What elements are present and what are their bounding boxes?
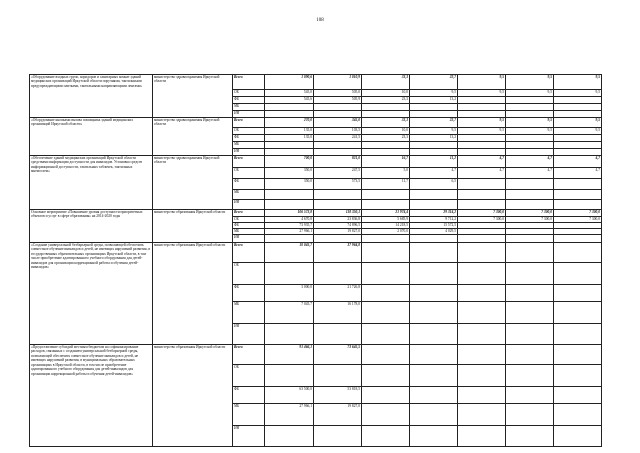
amount-cell xyxy=(554,387,602,404)
executor-cell: министерство здравоохранения Иркутской области xyxy=(153,156,233,210)
funding-source-label: ФБ xyxy=(233,97,265,104)
amount-cell xyxy=(362,426,410,447)
amount-cell: 350,0 xyxy=(265,179,314,190)
amount-cell: 4 670,8 xyxy=(265,217,314,223)
amount-cell xyxy=(458,426,506,447)
amount-cell: 7 300,0 xyxy=(554,217,602,223)
amount-cell xyxy=(506,345,554,365)
amount-cell: 9 712,2 xyxy=(410,217,458,223)
amount-cell xyxy=(314,263,362,285)
funding-source-label: ОБ xyxy=(233,365,265,387)
amount-cell: 5,0 xyxy=(362,168,410,179)
amount-cell xyxy=(265,200,314,210)
table-row xyxy=(30,243,602,263)
amount-cell xyxy=(458,285,506,302)
funding-source-label: МБ xyxy=(233,302,265,324)
amount-cell xyxy=(506,97,554,104)
amount-cell: 4,7 xyxy=(458,168,506,179)
amount-cell: 3 000,0 xyxy=(265,285,314,302)
executor-cell: министерство здравоохранения Иркутской области xyxy=(153,75,233,118)
funding-source-label: ФБ xyxy=(233,387,265,404)
amount-cell xyxy=(265,111,314,118)
amount-cell xyxy=(410,365,458,387)
funding-source-label: Всего xyxy=(233,243,265,263)
amount-cell xyxy=(410,190,458,200)
amount-cell xyxy=(554,104,602,111)
amount-cell: 1 010,9 xyxy=(314,75,362,90)
amount-cell: 4 029,5 xyxy=(410,229,458,235)
amount-cell xyxy=(410,404,458,426)
amount-cell: 22,7 xyxy=(410,75,458,90)
amount-cell xyxy=(554,426,602,447)
amount-cell xyxy=(314,190,362,200)
amount-cell xyxy=(362,104,410,111)
amount-cell xyxy=(554,365,602,387)
amount-cell xyxy=(458,302,506,324)
amount-cell: 7 300,0 xyxy=(554,210,602,217)
amount-cell: 9,5 xyxy=(458,75,506,90)
amount-cell xyxy=(410,345,458,365)
amount-cell: 13,2 xyxy=(410,97,458,104)
amount-cell: 53 818,5 xyxy=(314,387,362,404)
table-row xyxy=(30,210,602,217)
measure-description: «Обеспечение зданий медицинских организаций Иркутской области средствами информации доступности для инвалидов. Установка средств информационной доступности, тактильных табличек, тактильных мнемосхем» xyxy=(30,156,153,210)
funding-source-label: ОБ xyxy=(233,168,265,179)
amount-cell xyxy=(554,285,602,302)
amount-cell xyxy=(410,200,458,210)
amount-cell xyxy=(554,235,602,243)
amount-cell: 9,5 xyxy=(410,90,458,97)
amount-cell xyxy=(410,235,458,243)
amount-cell xyxy=(506,190,554,200)
amount-cell xyxy=(410,243,458,263)
budget-table xyxy=(29,74,602,447)
amount-cell xyxy=(314,142,362,149)
amount-cell: 106 573,8 xyxy=(265,210,314,217)
amount-cell: 135,0 xyxy=(265,135,314,142)
amount-cell xyxy=(554,243,602,263)
table-row xyxy=(30,75,602,90)
amount-cell xyxy=(265,142,314,149)
amount-cell: 19 827,0 xyxy=(314,404,362,426)
amount-cell xyxy=(458,135,506,142)
amount-cell: 505,0 xyxy=(314,90,362,97)
amount-cell xyxy=(506,149,554,156)
amount-cell: 821,0 xyxy=(314,156,362,168)
funding-source-label: МБ xyxy=(233,190,265,200)
amount-cell: 13,2 xyxy=(410,135,458,142)
amount-cell: 9,5 xyxy=(506,90,554,97)
amount-cell xyxy=(314,200,362,210)
amount-cell xyxy=(362,243,410,263)
funding-source-label: ОБ xyxy=(233,217,265,223)
amount-cell: 16,7 xyxy=(362,156,410,168)
amount-cell xyxy=(506,104,554,111)
amount-cell xyxy=(362,235,410,243)
measure-description: «Создание универсальной безбарьерной среды, позволяющей обеспечить совместное обучение инвалидов и детей, не имеющих нарушений развития, в государственных образовательных организациях Иркутской области, в том числе приобретение адаптированного учебного оборудования для детей-инвалидов для организации коррекционной работы и обучения детей-инвалидов» xyxy=(30,243,153,345)
amount-cell xyxy=(265,235,314,243)
amount-cell: 9,5 xyxy=(506,75,554,90)
amount-cell xyxy=(506,263,554,285)
table-row xyxy=(30,118,602,128)
amount-cell: 10 045,7 xyxy=(265,243,314,263)
amount-cell xyxy=(458,404,506,426)
funding-source-label: ИИ xyxy=(233,235,265,243)
amount-cell xyxy=(506,200,554,210)
amount-cell xyxy=(265,149,314,156)
funding-source-label: ИИ xyxy=(233,324,265,345)
amount-cell xyxy=(362,345,410,365)
amount-cell xyxy=(410,104,458,111)
amount-cell xyxy=(506,179,554,190)
amount-cell xyxy=(506,142,554,149)
funding-source-label: ОБ xyxy=(233,128,265,135)
amount-cell: 11,7 xyxy=(362,179,410,190)
amount-cell: 135,0 xyxy=(265,128,314,135)
amount-cell xyxy=(554,263,602,285)
amount-cell: 7 300,0 xyxy=(458,210,506,217)
amount-cell: 505,9 xyxy=(314,97,362,104)
amount-cell: 4,7 xyxy=(506,156,554,168)
amount-cell: 9,5 xyxy=(410,128,458,135)
amount-cell: 21 974,4 xyxy=(362,210,410,217)
funding-source-label: ИИ xyxy=(233,149,265,156)
table-row xyxy=(30,345,602,365)
amount-cell: 9,5 xyxy=(506,118,554,128)
funding-source-label: ФБ xyxy=(233,135,265,142)
amount-cell: 9,5 xyxy=(554,90,602,97)
amount-cell xyxy=(458,190,506,200)
funding-source-label: ОБ xyxy=(233,90,265,97)
amount-cell: 9,5 xyxy=(554,128,602,135)
amount-cell xyxy=(554,404,602,426)
amount-cell xyxy=(362,142,410,149)
measure-description: «Оборудование входных групп, коридоров и санитарных комнат зданий медицинских организаций Иркутской области поручнями, тактильными предупреждающими плитками, тактильными направляющими лентами» xyxy=(30,75,153,118)
amount-cell: 545,6 xyxy=(265,97,314,104)
amount-cell: 7 300,0 xyxy=(506,210,554,217)
amount-cell: 23,3 xyxy=(362,135,410,142)
amount-cell xyxy=(362,387,410,404)
amount-cell: 16 178,0 xyxy=(314,302,362,324)
amount-cell: 4,7 xyxy=(410,168,458,179)
amount-cell: 19 827,0 xyxy=(314,229,362,235)
amount-cell xyxy=(265,426,314,447)
amount-cell xyxy=(554,111,602,118)
funding-source-label: ИИ xyxy=(233,111,265,118)
funding-source-label: ИИ xyxy=(233,426,265,447)
amount-cell: 73 935,7 xyxy=(265,223,314,229)
amount-cell: 4,7 xyxy=(506,168,554,179)
amount-cell xyxy=(314,365,362,387)
amount-cell xyxy=(410,149,458,156)
amount-cell: 15 572,5 xyxy=(410,223,458,229)
funding-source-label: ФБ xyxy=(233,179,265,190)
amount-cell xyxy=(506,302,554,324)
amount-cell xyxy=(314,235,362,243)
amount-cell xyxy=(410,285,458,302)
amount-cell: 700,0 xyxy=(265,156,314,168)
amount-cell: 9,5 xyxy=(458,118,506,128)
funding-source-label: Всего xyxy=(233,345,265,365)
amount-cell xyxy=(314,111,362,118)
amount-cell: 7 300,0 xyxy=(458,217,506,223)
amount-cell xyxy=(506,426,554,447)
amount-cell xyxy=(506,235,554,243)
measure-description: «Предоставление субсидий местным бюджетам на софинансирование расходов, связанных с созданием универсальной безбарьерной среды, позволяющей обеспечить совместное обучение инвалидов и детей, не имеющих нарушений развития, в муниципальных образовательных организациях в Иркутской области, в том числе приобретение адаптированного учебного оборудования для детей-инвалидов для организации коррекционной работы и обучения детей-инвалидов» xyxy=(30,345,153,447)
amount-cell xyxy=(362,302,410,324)
executor-cell: министерство здравоохранения Иркутской области xyxy=(153,118,233,156)
amount-cell: 37 964,8 xyxy=(314,243,362,263)
amount-cell: 63 500,0 xyxy=(265,387,314,404)
amount-cell xyxy=(554,97,602,104)
funding-source-label: ОБ xyxy=(233,263,265,285)
amount-cell xyxy=(362,285,410,302)
amount-cell xyxy=(362,324,410,345)
amount-cell xyxy=(265,104,314,111)
amount-cell xyxy=(506,404,554,426)
amount-cell xyxy=(362,149,410,156)
funding-source-label: МБ xyxy=(233,229,265,235)
amount-cell xyxy=(458,142,506,149)
table-row xyxy=(30,156,602,168)
amount-cell: 6,5 xyxy=(410,179,458,190)
amount-cell: 22,7 xyxy=(410,118,458,128)
funding-source-label: ФБ xyxy=(233,285,265,302)
amount-cell: 14 218,5 xyxy=(362,223,410,229)
amount-cell: 4,7 xyxy=(554,156,602,168)
page-number: 108 xyxy=(316,18,324,23)
amount-cell xyxy=(554,345,602,365)
amount-cell xyxy=(362,365,410,387)
amount-cell: 241,5 xyxy=(314,135,362,142)
amount-cell xyxy=(458,149,506,156)
amount-cell xyxy=(362,263,410,285)
amount-cell xyxy=(410,426,458,447)
amount-cell xyxy=(362,111,410,118)
executor-cell: министерство образования Иркутской области xyxy=(153,243,233,345)
amount-cell xyxy=(410,111,458,118)
amount-cell: 103,5 xyxy=(314,128,362,135)
amount-cell xyxy=(265,324,314,345)
amount-cell: 27 966,1 xyxy=(265,404,314,426)
amount-cell: 573,5 xyxy=(314,179,362,190)
funding-source-label: ИИ xyxy=(233,200,265,210)
amount-cell xyxy=(458,235,506,243)
amount-cell xyxy=(458,243,506,263)
amount-cell: 21 726,8 xyxy=(314,285,362,302)
amount-cell: 11,2 xyxy=(410,156,458,168)
amount-cell: 345,0 xyxy=(314,118,362,128)
amount-cell xyxy=(554,302,602,324)
funding-source-label: Всего xyxy=(233,75,265,90)
funding-source-label: Всего xyxy=(233,210,265,217)
amount-cell xyxy=(265,365,314,387)
amount-cell xyxy=(314,149,362,156)
amount-cell: 27 966,1 xyxy=(265,229,314,235)
amount-cell xyxy=(506,324,554,345)
amount-cell xyxy=(458,263,506,285)
amount-cell: 7 045,7 xyxy=(265,302,314,324)
amount-cell xyxy=(554,200,602,210)
amount-cell xyxy=(410,263,458,285)
amount-cell: 9,5 xyxy=(458,90,506,97)
amount-cell xyxy=(458,365,506,387)
amount-cell xyxy=(458,200,506,210)
amount-cell xyxy=(458,97,506,104)
amount-cell: 9,5 xyxy=(554,118,602,128)
amount-cell xyxy=(265,263,314,285)
amount-cell: 33,3 xyxy=(362,118,410,128)
amount-cell xyxy=(554,190,602,200)
executor-cell: министерство образования Иркутской области xyxy=(153,345,233,447)
amount-cell xyxy=(410,324,458,345)
amount-cell xyxy=(362,190,410,200)
amount-cell: 10,0 xyxy=(362,128,410,135)
amount-cell xyxy=(314,104,362,111)
measure-description: Основное мероприятие «Повышение уровня доступности приоритетных объектов и услуг в сфере образования» на 2014-2020 годы xyxy=(30,210,153,243)
executor-cell: министерство образования Иркутской области xyxy=(153,210,233,243)
amount-cell: 9,5 xyxy=(554,75,602,90)
amount-cell: 29 314,2 xyxy=(410,210,458,217)
amount-cell xyxy=(410,142,458,149)
amount-cell xyxy=(554,324,602,345)
amount-cell xyxy=(458,387,506,404)
funding-source-label: ФБ xyxy=(233,223,265,229)
amount-cell: 91 466,1 xyxy=(265,345,314,365)
amount-cell: 73 645,5 xyxy=(314,345,362,365)
amount-cell: 2 070,0 xyxy=(362,229,410,235)
amount-cell xyxy=(362,200,410,210)
amount-cell: 270,0 xyxy=(265,118,314,128)
amount-cell: 33,3 xyxy=(362,75,410,90)
amount-cell xyxy=(506,243,554,263)
amount-cell xyxy=(506,285,554,302)
amount-cell: 247,5 xyxy=(314,168,362,179)
amount-cell xyxy=(458,345,506,365)
amount-cell xyxy=(506,111,554,118)
amount-cell xyxy=(458,104,506,111)
amount-cell xyxy=(314,324,362,345)
funding-source-label: МБ xyxy=(233,104,265,111)
measure-description: «Оборудование кнопками вызова помощника зданий медицинских организаций Иркутской области» xyxy=(30,118,153,156)
amount-cell: 350,0 xyxy=(265,168,314,179)
amount-cell: 118 350,1 xyxy=(314,210,362,217)
amount-cell xyxy=(410,387,458,404)
amount-cell: 545,0 xyxy=(265,90,314,97)
amount-cell xyxy=(506,387,554,404)
amount-cell xyxy=(554,142,602,149)
amount-cell xyxy=(554,135,602,142)
amount-cell xyxy=(458,179,506,190)
funding-source-label: МБ xyxy=(233,142,265,149)
amount-cell: 4,7 xyxy=(554,168,602,179)
amount-cell: 9,5 xyxy=(506,128,554,135)
amount-cell xyxy=(506,365,554,387)
amount-cell: 1 090,6 xyxy=(265,75,314,90)
amount-cell xyxy=(554,149,602,156)
amount-cell xyxy=(410,302,458,324)
amount-cell: 5 685,9 xyxy=(362,217,410,223)
amount-cell xyxy=(314,426,362,447)
amount-cell: 74 896,5 xyxy=(314,223,362,229)
amount-cell: 9,5 xyxy=(458,128,506,135)
amount-cell: 23 836,8 xyxy=(314,217,362,223)
funding-source-label: МБ xyxy=(233,404,265,426)
amount-cell xyxy=(458,111,506,118)
amount-cell: 7 300,0 xyxy=(506,217,554,223)
funding-source-label: Всего xyxy=(233,118,265,128)
amount-cell xyxy=(554,179,602,190)
funding-source-label: Всего xyxy=(233,156,265,168)
amount-cell: 23,3 xyxy=(362,97,410,104)
amount-cell xyxy=(506,135,554,142)
amount-cell xyxy=(265,190,314,200)
amount-cell xyxy=(362,404,410,426)
amount-cell xyxy=(458,324,506,345)
amount-cell: 10,0 xyxy=(362,90,410,97)
amount-cell: 4,7 xyxy=(458,156,506,168)
